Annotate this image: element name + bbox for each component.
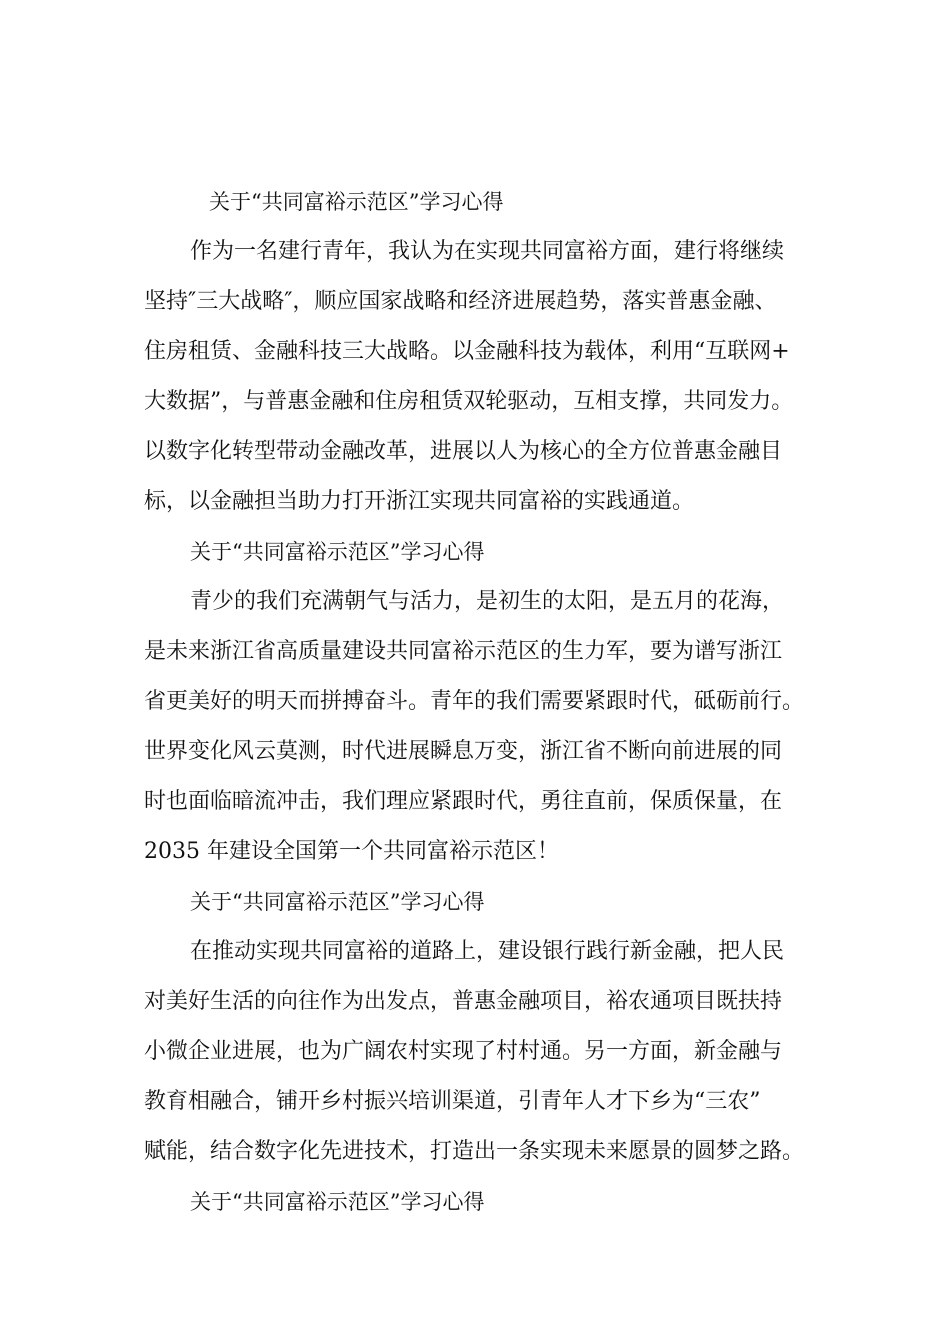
paragraph-line: 世界变化风云莫测，时代进展瞬息万变，浙江省不断向前进展的同	[144, 739, 783, 764]
paragraph-line: 坚持″三大战略″，顺应国家战略和经济进展趋势，落实普惠金融、	[144, 289, 777, 314]
paragraph-line: 是未来浙江省高质量建设共同富裕示范区的生力军，要为谱写浙江	[144, 639, 783, 664]
section-heading: 关于“共同富裕示范区”学习心得	[190, 890, 485, 914]
paragraph-line: 小微企业进展，也为广阔农村实现了村村通。另一方面，新金融与	[144, 1039, 783, 1064]
paragraph-line: 赋能，结合数字化先进技术，打造出一条实现未来愿景的圆梦之路。	[144, 1139, 805, 1164]
paragraph-line: 教育相融合，铺开乡村振兴培训渠道，引青年人才下乡为“三农”	[144, 1089, 761, 1114]
paragraph-line: 省更美好的明天而拼搏奋斗。青年的我们需要紧跟时代，砥砺前行。	[144, 689, 805, 714]
paragraph-line: 标，以金融担当助力打开浙江实现共同富裕的实践通道。	[144, 489, 695, 514]
paragraph-line: 对美好生活的向往作为出发点，普惠金融项目，裕农通项目既扶持	[144, 989, 783, 1014]
section-heading: 关于“共同富裕示范区”学习心得	[209, 190, 504, 214]
paragraph-line: 以数字化转型带动金融改革，进展以人为核心的全方位普惠金融目	[144, 439, 783, 464]
paragraph-line: 时也面临暗流冲击，我们理应紧跟时代，勇往直前，保质保量，在	[144, 789, 783, 814]
paragraph-line: 作为一名建行青年，我认为在实现共同富裕方面，建行将继续	[190, 239, 785, 264]
paragraph-line: 住房租赁、金融科技三大战略。以金融科技为载体，利用“互联网+	[144, 339, 790, 364]
paragraph-line: 青少的我们充满朝气与活力，是初生的太阳，是五月的花海，	[190, 589, 785, 614]
paragraph-line: 在推动实现共同富裕的道路上，建设银行践行新金融，把人民	[190, 939, 785, 964]
section-heading: 关于“共同富裕示范区”学习心得	[190, 540, 485, 564]
paragraph-line: 大数据”，与普惠金融和住房租赁双轮驱动，互相支撑，共同发力。	[144, 389, 794, 414]
section-heading: 关于“共同富裕示范区”学习心得	[190, 1190, 485, 1214]
paragraph-line: 2035 年建设全国第一个共同富裕示范区！	[144, 839, 559, 864]
